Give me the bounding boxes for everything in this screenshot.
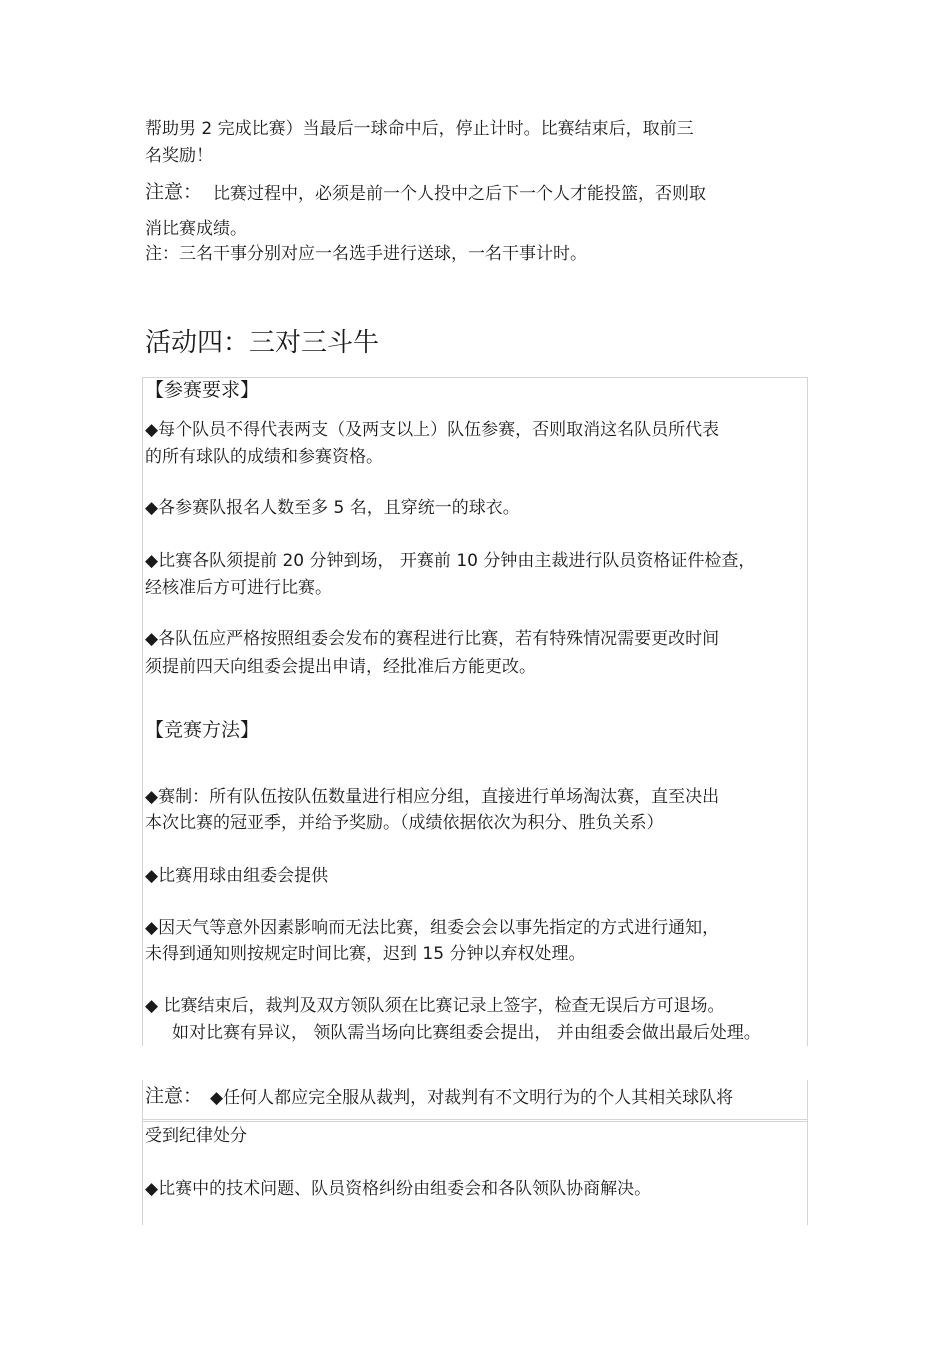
method-item-1-line-2: 本次比赛的冠亚季，并给予奖励。（成绩依据依次为积分、胜负关系） [145,813,664,833]
notice-divider [142,1119,808,1122]
requirement-item-1-line-2: 的所有球队的成绩和参赛资格。 [145,447,383,467]
requirement-item-3-line-2: 经核准后方可进行比赛。 [145,578,332,598]
method-item-4-line-2: 如对比赛有异议， 领队需当场向比赛组委会提出， 并由组委会做出最后处理。 [172,1023,761,1043]
method-item-4-line-1: ◆ 比赛结束后，裁判及双方领队须在比赛记录上签字，检查无误后方可退场。 [145,996,725,1016]
requirement-item-1-line-1: ◆每个队员不得代表两支（及两支以上）队伍参赛，否则取消这名队员所代表 [145,420,720,440]
notice-item-1-line-2: 受到纪律处分 [145,1126,247,1146]
requirements-heading: 【参赛要求】 [145,379,260,401]
requirement-item-3-line-1: ◆比赛各队须提前 20 分钟到场， 开赛前 10 分钟由主裁进行队员资格证件检查， [145,551,756,571]
requirement-item-2: ◆各参赛队报名人数至多 5 名，且穿统一的球衣。 [145,498,520,518]
notice-item-2: ◆比赛中的技术问题、队员资格纠纷由组委会和各队领队协商解决。 [145,1179,652,1199]
intro-note-text: 比赛过程中，必须是前一个人投中之后下一个人才能投篮，否则取 [213,184,706,204]
method-item-1-line-1: ◆赛制：所有队伍按队伍数量进行相应分组，直接进行单场淘汰赛，直至决出 [145,787,720,807]
notice-item-1-line-1: ◆任何人都应完全服从裁判，对裁判有不文明行为的个人其相关球队将 [210,1088,734,1108]
methods-heading: 【竞赛方法】 [145,719,260,741]
method-item-3-line-2: 未得到通知则按规定时间比赛，迟到 15 分钟以弃权处理。 [145,944,586,964]
notice-label: 注意： [145,1085,203,1107]
intro-line-1: 帮助男 2 完成比赛）当最后一球命中后，停止计时。比赛结束后，取前三 [145,119,694,139]
staff-note: 注：三名干事分别对应一名选手进行送球，一名干事计时。 [145,244,587,264]
method-item-2: ◆比赛用球由组委会提供 [145,866,329,886]
intro-line-2: 名奖励！ [145,146,213,166]
intro-note-continuation: 消比赛成绩。 [145,219,247,239]
requirement-item-4-line-2: 须提前四天向组委会提出申请，经批准后方能更改。 [145,657,536,677]
activity-title: 活动四：三对三斗牛 [145,328,380,358]
method-item-3-line-1: ◆因天气等意外因素影响而无法比赛，组委会会以事先指定的方式进行通知， [145,918,720,938]
requirement-item-4-line-1: ◆各队伍应严格按照组委会发布的赛程进行比赛，若有特殊情况需要更改时间 [145,629,720,649]
intro-note-label: 注意： [145,181,203,203]
